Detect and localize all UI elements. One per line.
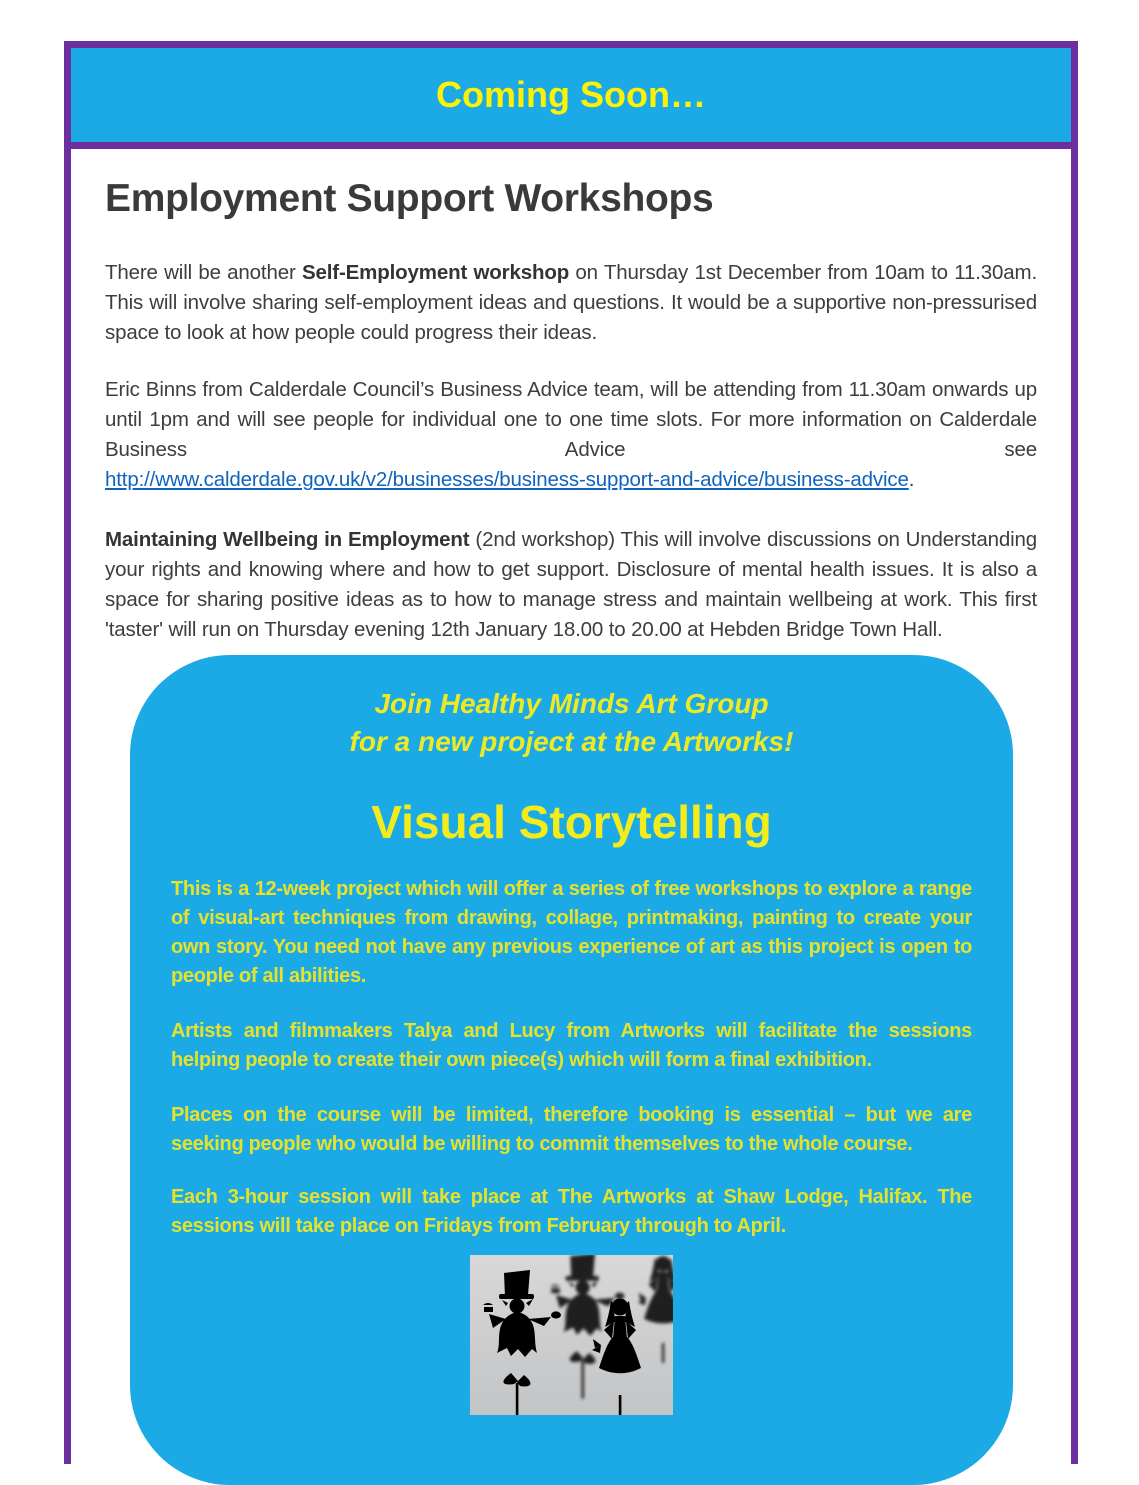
para3-text: (2nd workshop) This will involve discussions on Understanding your rights and knowing where and how to get support. Disclosure of mental health issues. It is also a space for sharing positive ideas as to how to manage stress and maintain wellbeing at work. This first 'taster' will run on Thursday evening 12th January 18.00 to 20.00 at Hebden Bridge Town Hall.	[105, 528, 1037, 641]
paragraph-self-employment	[105, 258, 1037, 348]
flyer-intro-line1: Join Healthy Minds Art Group	[374, 688, 769, 719]
para1-text-2: on Thursday 1st December from 10am to 11.30am. This will involve sharing self-employment ideas and questions. It would be a supportive non-pressurised space to look at how people could progress their ideas.	[105, 261, 1037, 344]
flyer-paragraph-booking: Places on the course will be limited, therefore booking is essential – but we are seeking people who would be willing to commit themselves to the whole course.	[171, 1104, 972, 1155]
paragraph-wellbeing	[105, 525, 1037, 645]
shadow-puppets-image	[470, 1255, 673, 1415]
para3-bold: Maintaining Wellbeing in Employment	[105, 528, 470, 551]
para2-text: Eric Binns from Calderdale Council’s Business Advice team, will be attending from 11.30am onwards up until 1pm and will see people for individual one to one time slots. For more information on Calderdale Business Advice see	[105, 378, 1037, 461]
calderdale-business-advice-link[interactable]: http://www.calderdale.gov.uk/v2/businesses/business-support-and-advice/business-advice	[105, 468, 909, 491]
page-border-left	[64, 41, 71, 1464]
flyer-intro-line2: for a new project at the Artworks!	[349, 726, 794, 757]
para1-bold: Self-Employment workshop	[301, 261, 570, 284]
page-border-right	[1071, 41, 1078, 1464]
paragraph-business-advice	[105, 375, 1037, 495]
flyer-paragraph-project: This is a 12-week project which will offer a series of free workshops to explore a range of visual-art techniques from drawing, collage, printmaking, painting to create your own story. You need not have any previous experience of art as this project is open to people of all abilities.	[171, 878, 972, 987]
flyer-paragraph-artists: Artists and filmmakers Talya and Lucy from Artworks will facilitate the sessions helping people to create their own piece(s) which will form a final exhibition.	[171, 1020, 972, 1071]
article-title: Employment Support Workshops	[105, 177, 714, 220]
article-body	[105, 0, 1037, 1485]
banner-title: Coming Soon…	[436, 74, 706, 115]
para1-text: There will be another	[105, 261, 302, 284]
flyer-intro	[171, 685, 972, 761]
flyer-title: Visual Storytelling	[371, 796, 772, 848]
visual-storytelling-flyer	[130, 655, 1013, 1485]
para2-text-2: .	[908, 468, 915, 491]
flyer-paragraph-sessions: Each 3-hour session will take place at The Artworks at Shaw Lodge, Halifax. The sessions will take place on Fridays from February through to April.	[171, 1186, 972, 1237]
